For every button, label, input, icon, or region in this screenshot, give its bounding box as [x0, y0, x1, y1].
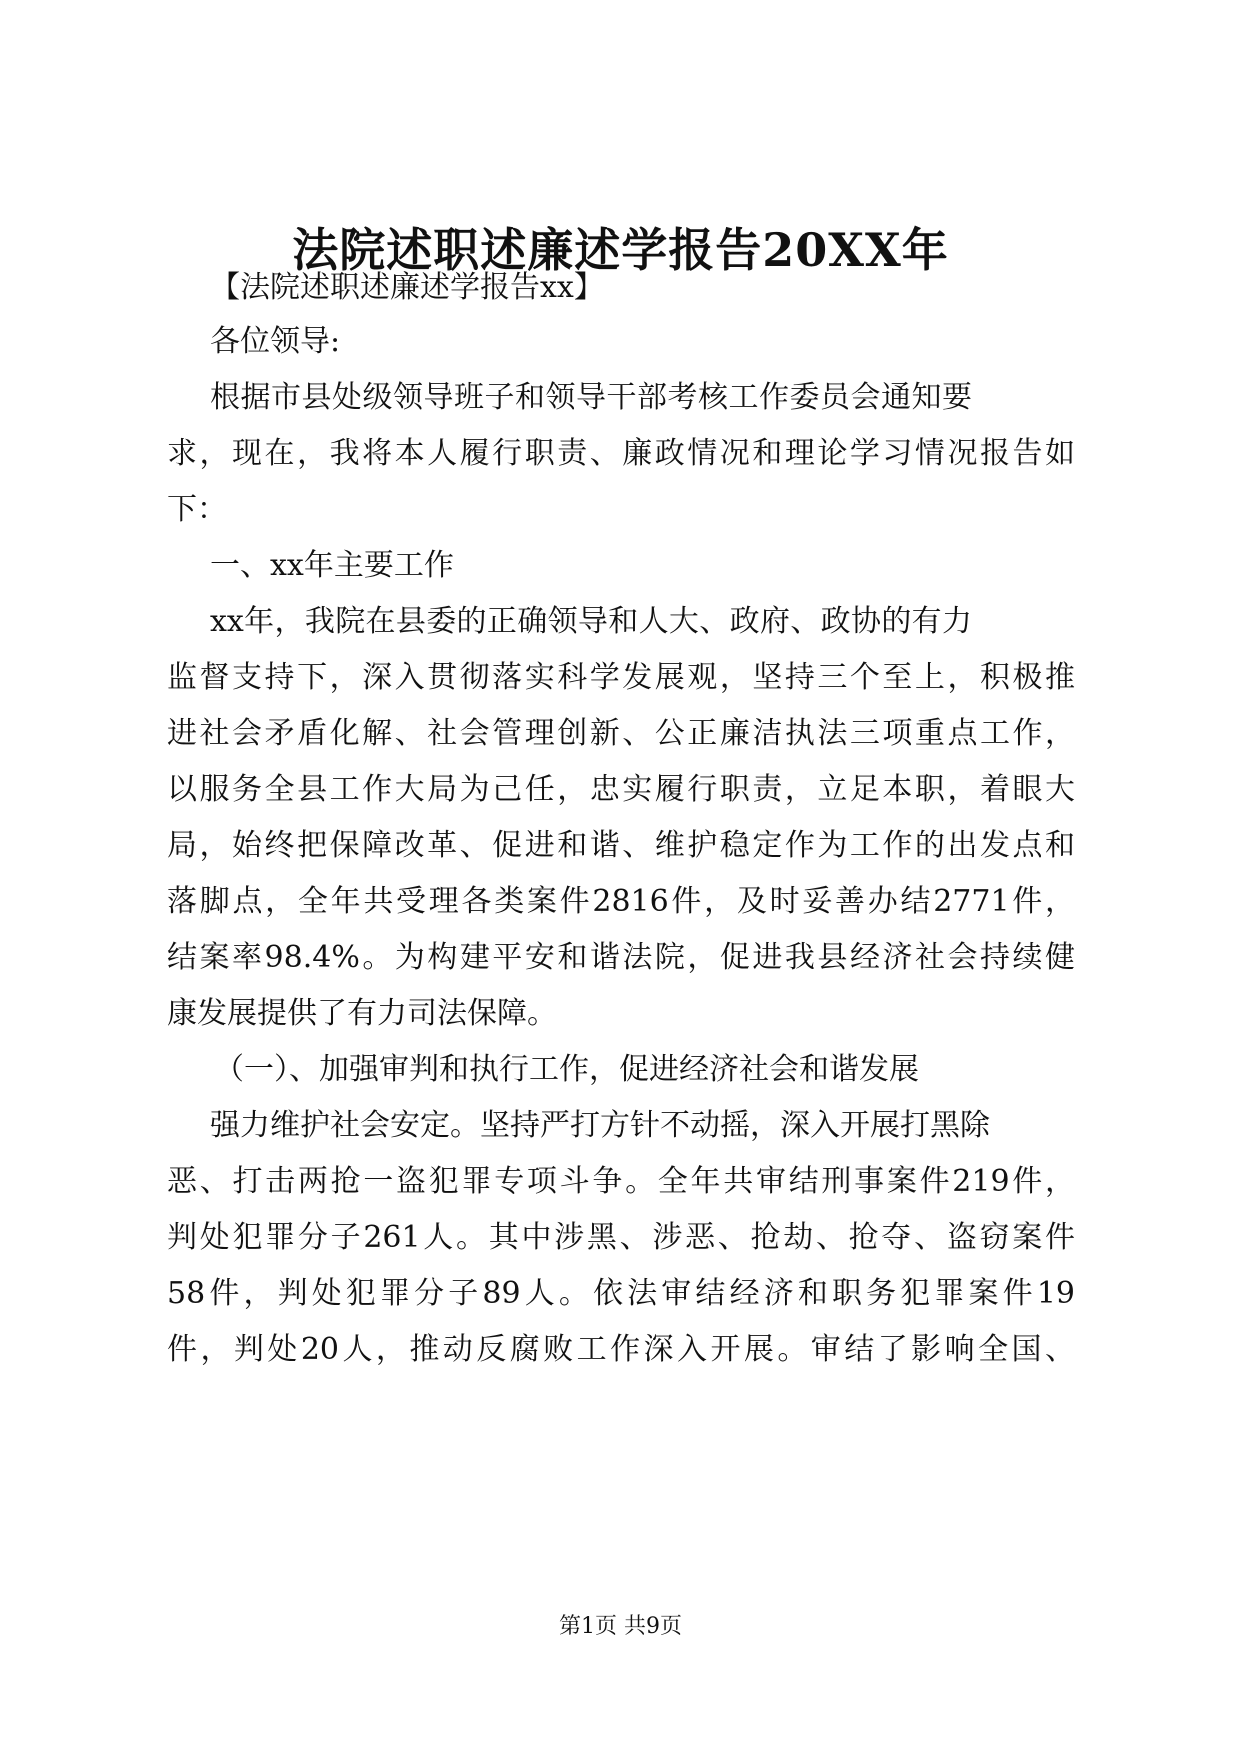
body-line: 落脚点，全年共受理各类案件2816件，及时妥善办结2771件， — [167, 884, 1075, 919]
section-heading: 一、xx年主要工作 — [210, 548, 454, 583]
body-line: 以服务全县工作大局为己任，忠实履行职责，立足本职，着眼大 — [167, 772, 1075, 807]
salutation-line: 各位领导: — [210, 324, 341, 359]
body-line: 根据市县处级领导班子和领导干部考核工作委员会通知要 — [210, 380, 972, 415]
body-line: 恶、打击两抢一盗犯罪专项斗争。全年共审结刑事案件219件， — [167, 1164, 1075, 1199]
body-line: 件，判处20人，推动反腐败工作深入开展。审结了影响全国、 — [167, 1332, 1075, 1367]
document-title: 法院述职述廉述学报告20XX年 — [292, 223, 949, 277]
body-line: 康发展提供了有力司法保障。 — [167, 996, 557, 1031]
body-line: 局，始终把保障改革、促进和谐、维护稳定作为工作的出发点和 — [167, 828, 1075, 863]
subsection-heading: （一）、加强审判和执行工作，促进经济社会和谐发展 — [214, 1052, 919, 1087]
subtitle-line: 【法院述职述廉述学报告xx】 — [210, 270, 604, 305]
body-line: 强力维护社会安定。坚持严打方针不动摇，深入开展打黑除 — [210, 1108, 990, 1143]
body-line: 判处犯罪分子261人。其中涉黑、涉恶、抢劫、抢夺、盗窃案件 — [167, 1220, 1075, 1255]
page-number-footer: 第1页 共9页 — [559, 1614, 682, 1639]
body-line: 58件，判处犯罪分子89人。依法审结经济和职务犯罪案件19 — [167, 1276, 1075, 1311]
body-line: 监督支持下，深入贯彻落实科学发展观，坚持三个至上，积极推 — [167, 660, 1075, 695]
body-line: xx年，我院在县委的正确领导和人大、政府、政协的有力 — [210, 604, 972, 639]
body-line: 结案率98.4%。为构建平安和谐法院，促进我县经济社会持续健 — [167, 940, 1075, 975]
body-line: 进社会矛盾化解、社会管理创新、公正廉洁执法三项重点工作， — [167, 716, 1075, 751]
body-line: 求，现在，我将本人履行职责、廉政情况和理论学习情况报告如 — [167, 436, 1075, 471]
body-line: 下： — [167, 492, 227, 527]
